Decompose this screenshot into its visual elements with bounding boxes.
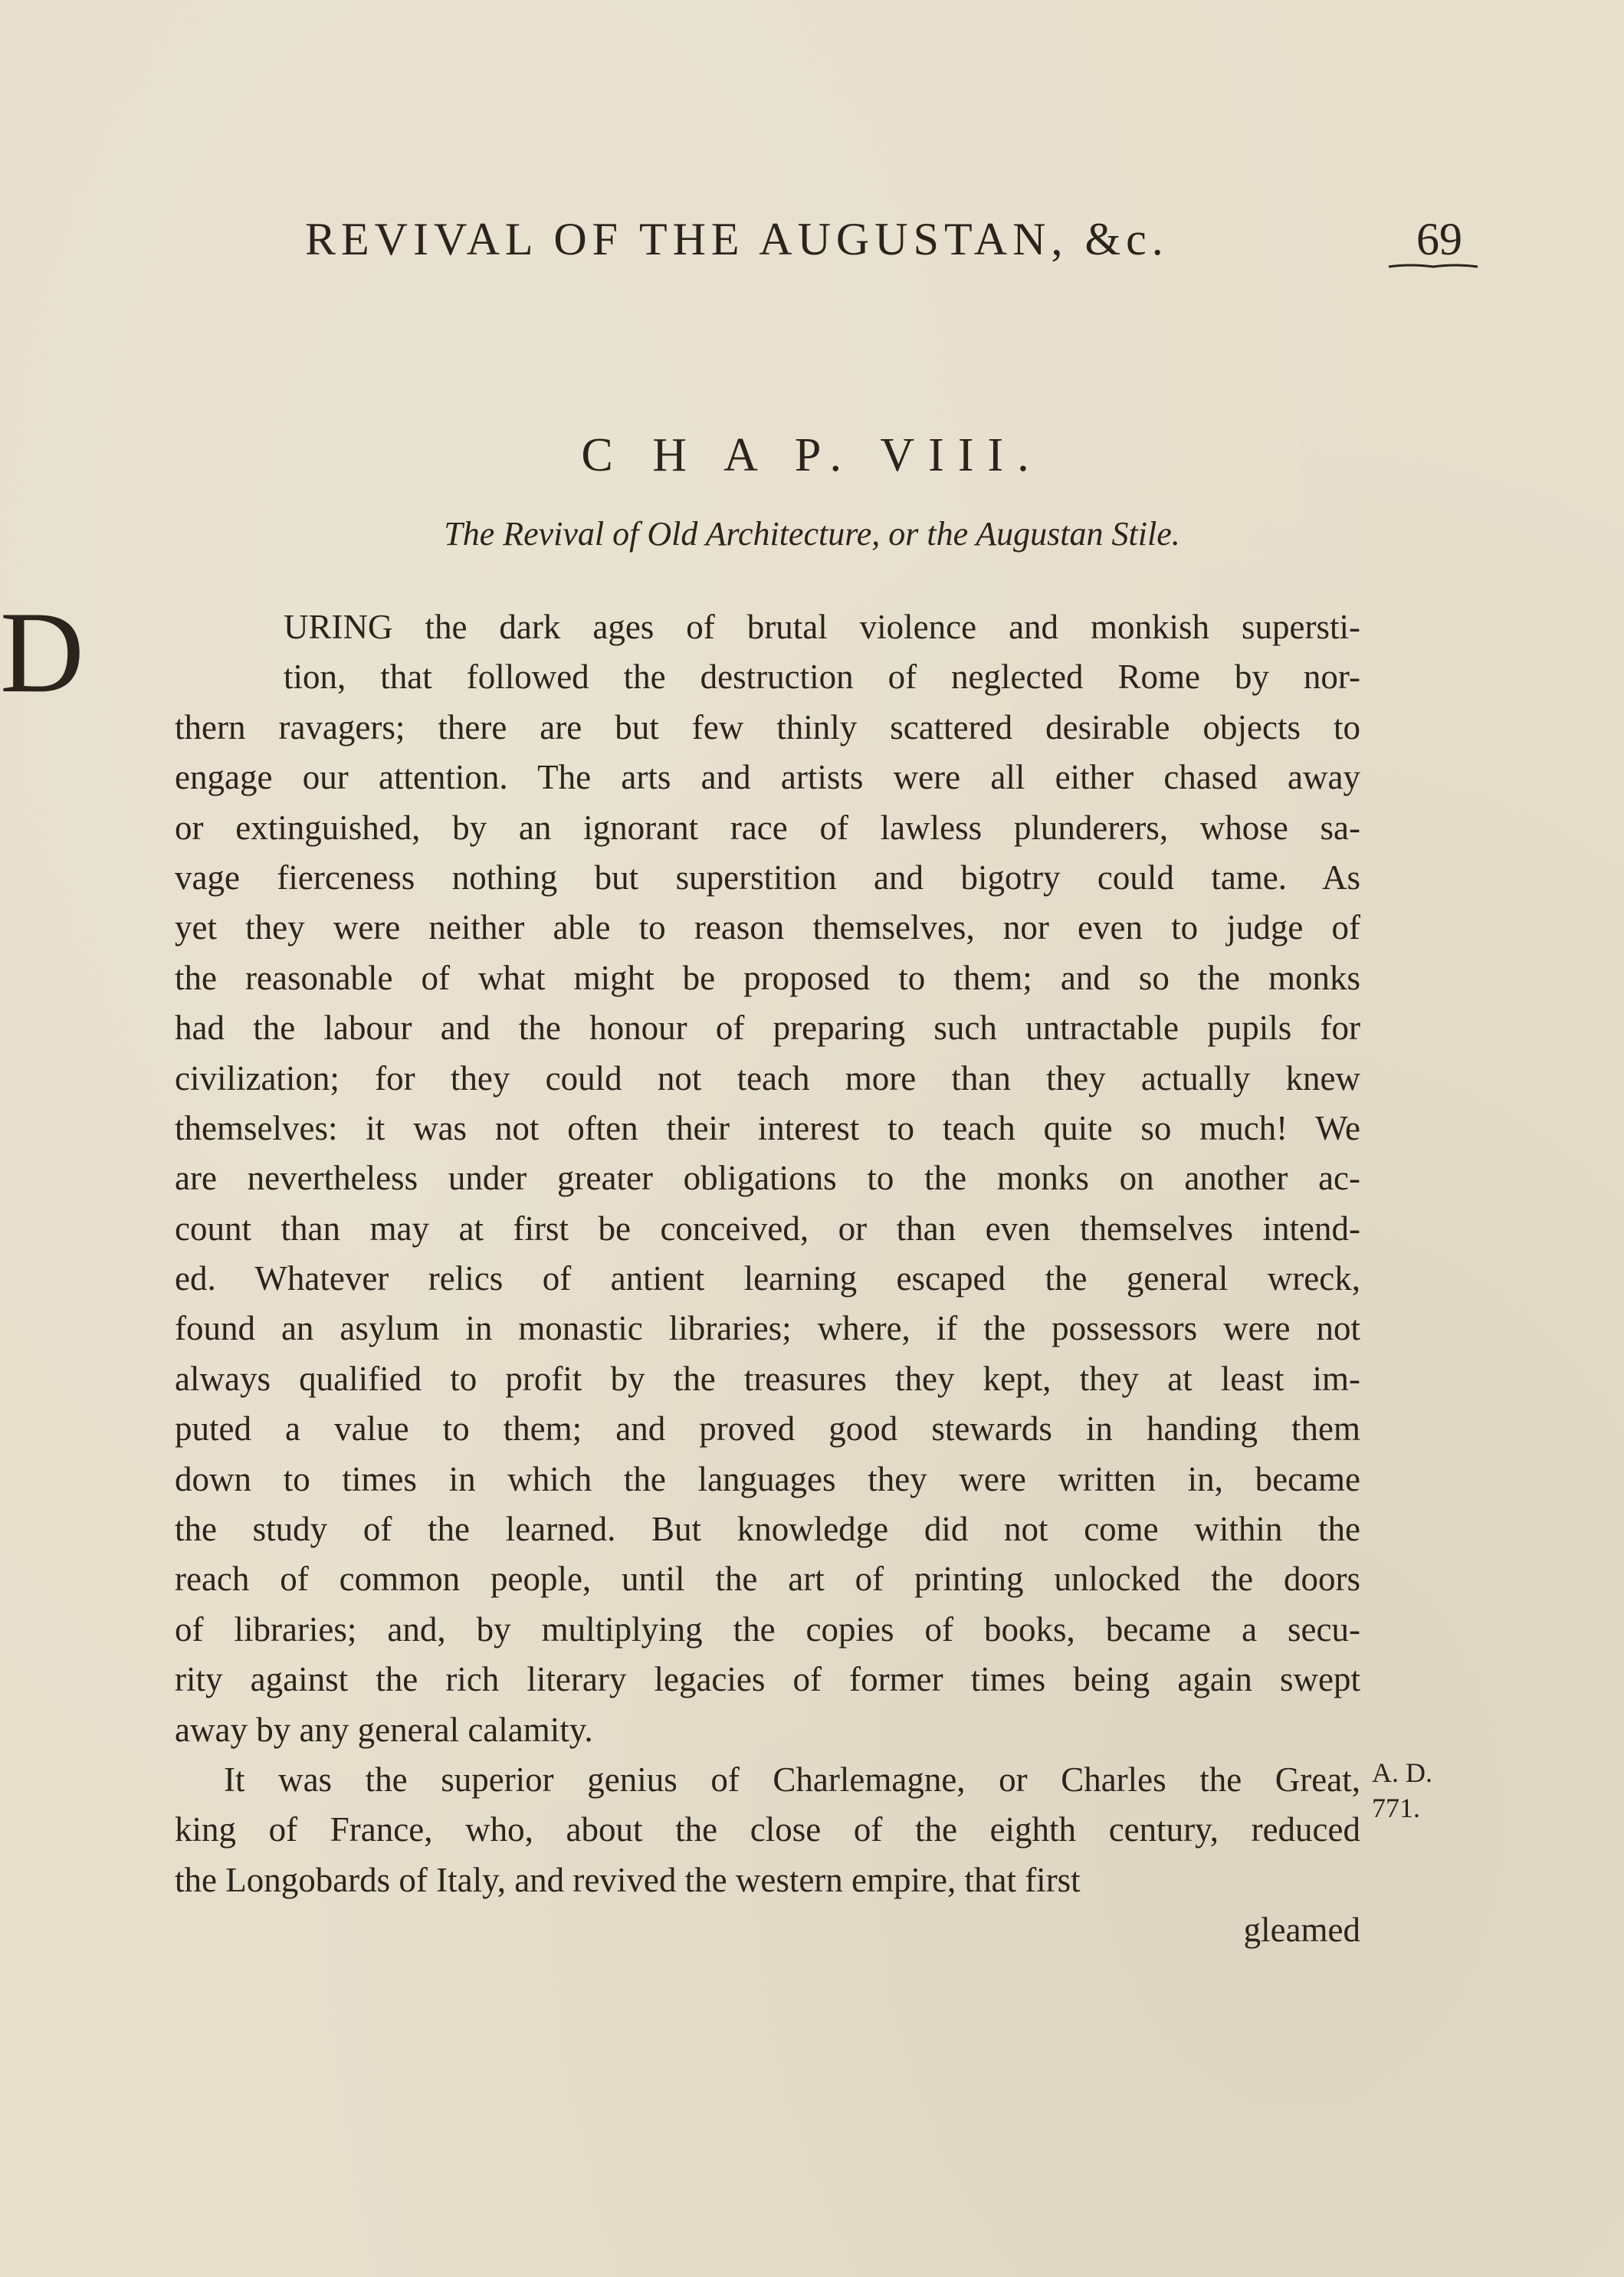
text-line: count than may at first be conceived, or than even themselves intend-	[175, 1209, 1360, 1248]
text-line: are nevertheless under greater obligations to the monks on another ac-	[175, 1159, 1360, 1198]
text-line: civilization; for they could not teach more than they actually knew	[175, 1058, 1360, 1097]
page-number-rule	[1387, 262, 1479, 270]
text-line: thern ravagers; there are but few thinly scattered desirable objects to	[175, 707, 1360, 746]
text-line: engage our attention. The arts and artists were all either chased away	[175, 758, 1360, 797]
text-line: vage fierceness nothing but superstition and bigotry could tame. As	[175, 858, 1360, 897]
text-line: ed. Whatever relics of antient learning escaped the general wreck,	[175, 1259, 1360, 1298]
text-line: tion, that followed the destruction of neglected Rome by nor-	[284, 658, 1360, 697]
text-line: always qualified to profit by the treasures they kept, they at least im-	[175, 1359, 1360, 1398]
running-head: REVIVAL OF THE AUGUSTAN, &c.	[305, 214, 1169, 264]
chapter-heading: C H A P. VIII.	[581, 429, 1043, 481]
margin-note-line: A. D.	[1372, 1757, 1432, 1788]
text-line: the study of the learned. But knowledge did not come within the	[175, 1510, 1360, 1549]
text-line: URING the dark ages of brutal violence and monkish supersti-	[284, 608, 1360, 646]
catchword: gleamed	[1243, 1911, 1360, 1950]
paragraph-1	[175, 602, 1360, 1755]
chapter-title: The Revival of Old Architecture, or the Augustan Stile.	[444, 515, 1180, 553]
text-line: or extinguished, by an ignorant race of lawless plunderers, whose sa-	[175, 808, 1360, 847]
body-text	[175, 602, 1360, 1956]
margin-note-line: 771.	[1372, 1793, 1420, 1823]
drop-cap: D	[0, 588, 84, 717]
text-line: of libraries; and, by multiplying the copies of books, became a secu-	[175, 1609, 1360, 1649]
text-line: rity against the rich literary legacies of former times being again swept	[175, 1660, 1360, 1699]
text-line: down to times in which the languages they were written in, became	[175, 1459, 1360, 1498]
text-line: reach of common people, until the art of printing unlocked the doors	[175, 1560, 1360, 1599]
paragraph-2	[175, 1755, 1360, 1905]
text-line: yet they were neither able to reason themselves, nor even to judge of	[175, 908, 1360, 947]
text-line: found an asylum in monastic libraries; where, if the possessors were not	[175, 1309, 1360, 1348]
text-line: the Longobards of Italy, and revived the western empire, that first	[175, 1860, 1081, 1899]
page-number: 69	[1416, 214, 1462, 264]
text-line: It was the superior genius of Charlemagne, or Charles the Great,	[224, 1760, 1360, 1799]
text-line: king of France, who, about the close of the eighth century, reduced	[175, 1810, 1360, 1849]
text-line: had the labour and the honour of preparing such untractable pupils for	[175, 1009, 1360, 1048]
margin-note-date	[1372, 1755, 1432, 1826]
text-line: themselves: it was not often their interest to teach quite so much! We	[175, 1108, 1360, 1147]
text-line: the reasonable of what might be proposed to them; and so the monks	[175, 958, 1360, 997]
text-line: puted a value to them; and proved good stewards in handing them	[175, 1409, 1360, 1449]
text-line: away by any general calamity.	[175, 1710, 593, 1749]
